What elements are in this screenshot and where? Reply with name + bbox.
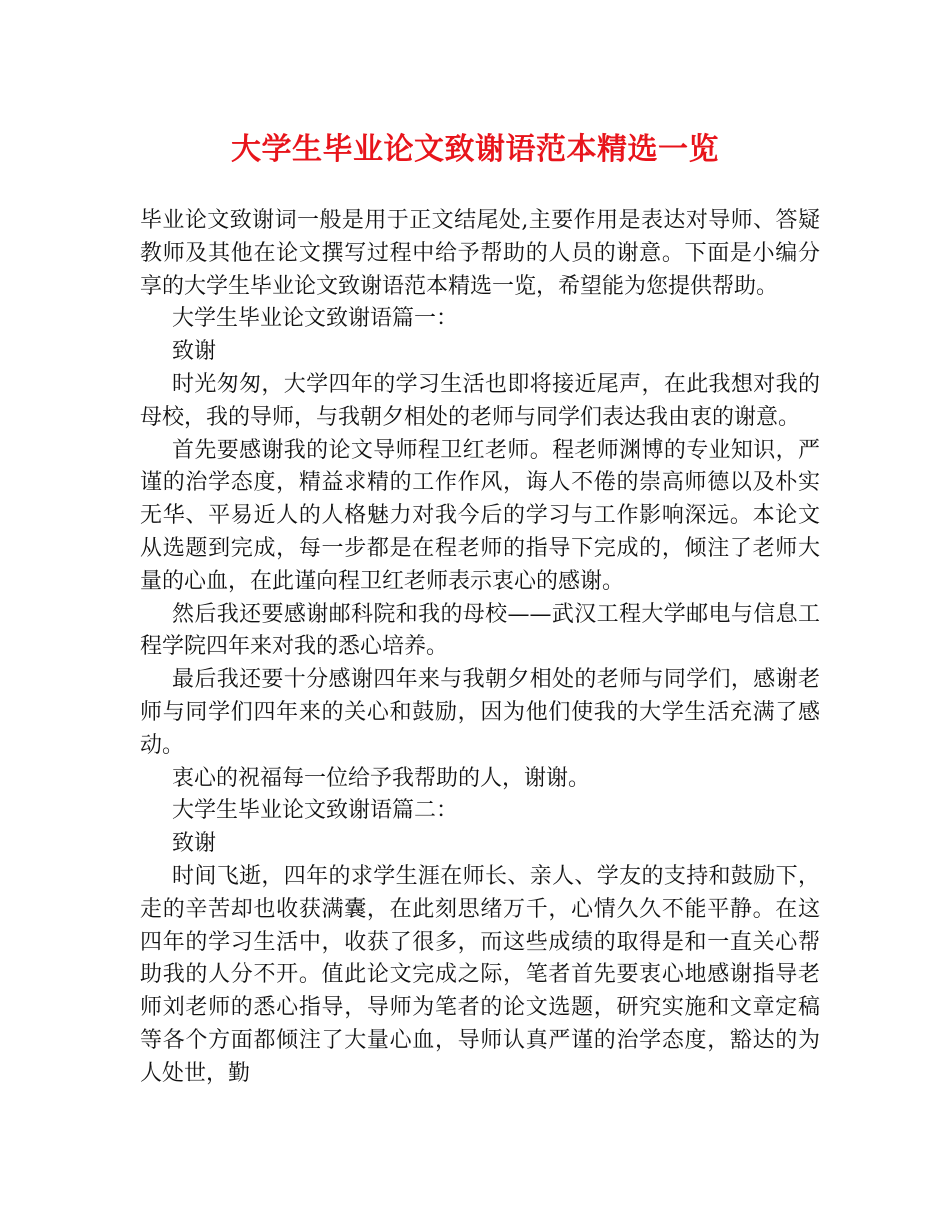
body-paragraph: 时间飞逝，四年的求学生涯在师长、亲人、学友的支持和鼓励下，走的辛苦却也收获满囊，在此刻思绪万千，心情久久不能平静。在这四年的学习生活中，收获了很多，而这些成绩的取得是和一直关心帮助我的人分不开。值此论文完成之际，笔者首先要衷心地感谢指导老师刘老师的悉心指导，导师为笔者的论文选题，研究实施和文章定稿等各个方面都倾注了大量心血，导师认真严谨的治学态度，豁达的为人处世，勤	[140, 863, 820, 1086]
body-paragraph: 然后我还要感谢邮科院和我的母校——武汉工程大学邮电与信息工程学院四年来对我的悉心培养。	[140, 601, 820, 660]
body-paragraph: 首先要感谢我的论文导师程卫红老师。程老师渊博的专业知识，严谨的治学态度，精益求精的工作作风，诲人不倦的崇高师德以及朴实无华、平易近人的人格魅力对我今后的学习与工作影响深远。本论文从选题到完成，每一步都是在程老师的指导下完成的，倾注了老师大量的心血，在此谨向程卫红老师表示衷心的感谢。	[140, 437, 820, 594]
body-paragraph: 最后我还要十分感谢四年来与我朝夕相处的老师与同学们，感谢老师与同学们四年来的关心和鼓励，因为他们使我的大学生活充满了感动。	[140, 667, 820, 758]
section-heading-one: 大学生毕业论文致谢语篇一：	[172, 306, 459, 332]
section-heading-two: 大学生毕业论文致谢语篇二：	[172, 798, 459, 824]
acknowledgement-heading-two: 致谢	[172, 831, 217, 857]
document-body	[140, 205, 820, 1091]
body-paragraph: 衷心的祝福每一位给予我帮助的人，谢谢。	[172, 765, 591, 791]
acknowledgement-heading-one: 致谢	[172, 339, 217, 365]
document-title: 大学生毕业论文致谢语范本精选一览	[231, 132, 719, 167]
body-paragraph: 时光匆匆，大学四年的学习生活也即将接近尾声，在此我想对我的母校，我的导师，与我朝夕相处的老师与同学们表达我由衷的谢意。	[140, 371, 820, 430]
intro-paragraph: 毕业论文致谢词一般是用于正文结尾处,主要作用是表达对导师、答疑教师及其他在论文撰写过程中给予帮助的人员的谢意。下面是小编分享的大学生毕业论文致谢语范本精选一览，希望能为您提供帮助。	[140, 208, 820, 299]
